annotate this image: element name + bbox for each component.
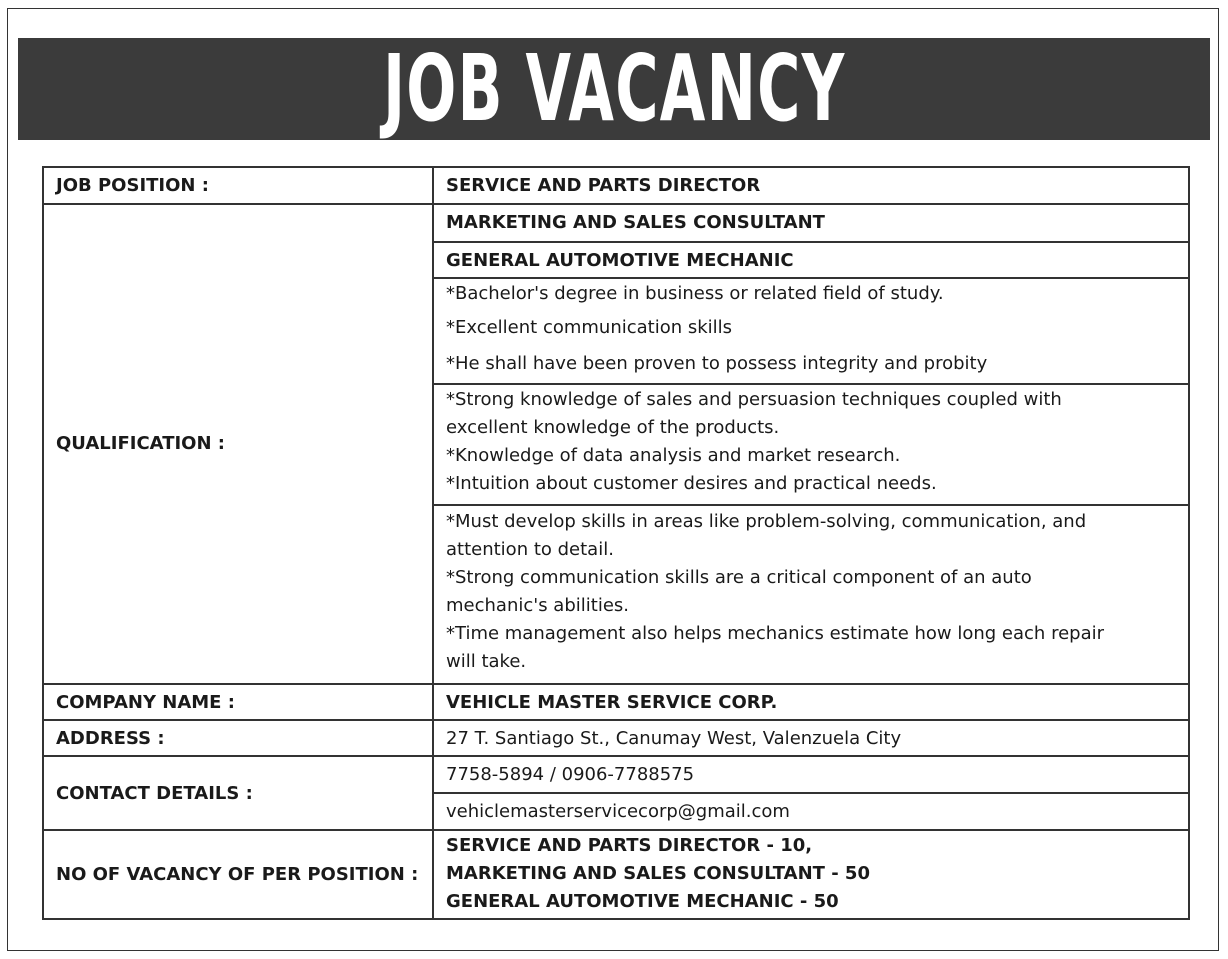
divider <box>434 383 1188 385</box>
title-banner <box>18 35 1210 142</box>
contact-details-label: CONTACT DETAILS : <box>44 757 434 830</box>
qualification-item: *Knowledge of data analysis and market research. <box>446 445 901 466</box>
divider <box>434 277 1188 279</box>
position-marketing: MARKETING AND SALES CONSULTANT <box>446 212 825 233</box>
qualification-item: *Strong knowledge of sales and persuasion techniques coupled with <box>446 389 1062 410</box>
mechanic-qualifications <box>434 508 1188 684</box>
company-name-label: COMPANY NAME : <box>44 685 434 720</box>
company-name-value: VEHICLE MASTER SERVICE CORP. <box>446 691 778 713</box>
qualification-item: *Time management also helps mechanics estimate how long each repair <box>446 623 1105 644</box>
divider <box>434 504 1188 506</box>
address-label: ADDRESS : <box>44 721 434 756</box>
vacancy-table <box>42 166 1190 920</box>
qualification-item: *Excellent communication skills <box>446 317 733 338</box>
qualification-item: *Strong communication skills are a critical component of an auto <box>446 567 1032 588</box>
contact-phone: 7758-5894 / 0906-7788575 <box>446 763 695 785</box>
job-position-value: SERVICE AND PARTS DIRECTOR <box>446 175 761 196</box>
vacancies-label: NO OF VACANCY OF PER POSITION : <box>44 831 434 918</box>
vacancies-value <box>434 832 1188 918</box>
director-qualifications <box>434 280 1188 384</box>
qualification-label: QUALIFICATION : <box>44 204 434 684</box>
qualification-item: excellent knowledge of the products. <box>446 417 780 438</box>
vacancy-item: GENERAL AUTOMOTIVE MECHANIC - 50 <box>446 891 839 912</box>
qualification-item: mechanic's abilities. <box>446 595 629 616</box>
job-position-label: JOB POSITION : <box>44 168 434 204</box>
qualification-item: *Intuition about customer desires and practical needs. <box>446 473 937 494</box>
qualification-item: *He shall have been proven to possess integrity and probity <box>446 353 988 374</box>
page-title: JOB VACANCY <box>382 35 846 142</box>
qualification-item: *Bachelor's degree in business or related field of study. <box>446 283 944 304</box>
address-value: 27 T. Santiago St., Canumay West, Valenzuela City <box>446 727 902 749</box>
vacancy-item: SERVICE AND PARTS DIRECTOR - 10, <box>446 835 813 856</box>
qualification-item: will take. <box>446 651 527 672</box>
qualification-item: *Must develop skills in areas like problem-solving, communication, and <box>446 511 1087 532</box>
qualification-item: attention to detail. <box>446 539 614 560</box>
consultant-qualifications <box>434 386 1188 504</box>
position-mechanic: GENERAL AUTOMOTIVE MECHANIC <box>446 249 794 271</box>
vacancy-item: MARKETING AND SALES CONSULTANT - 50 <box>446 863 870 884</box>
contact-email: vehiclemasterservicecorp@gmail.com <box>446 801 790 822</box>
